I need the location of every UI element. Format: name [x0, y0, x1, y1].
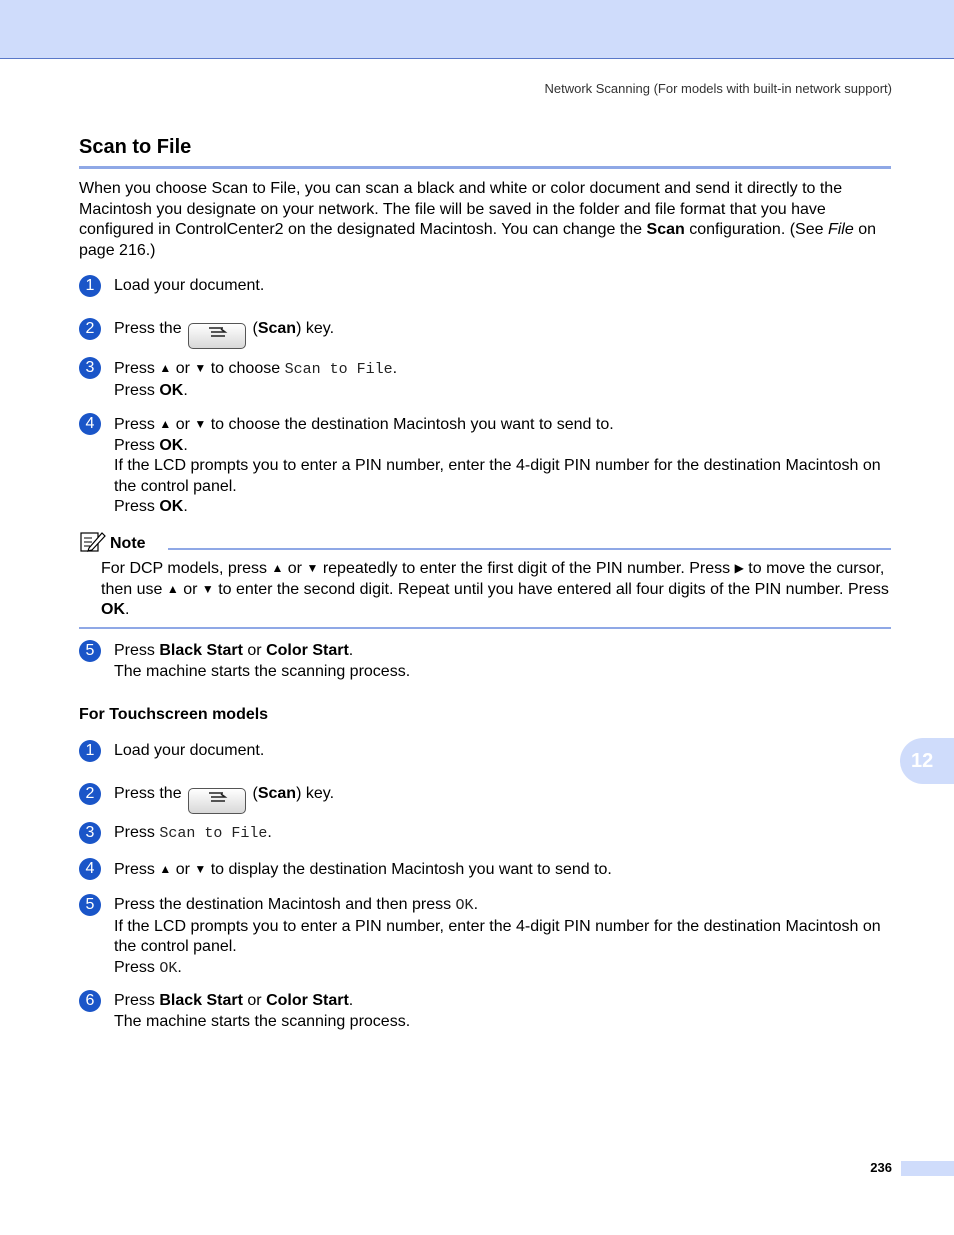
scan-key-icon: [188, 788, 246, 814]
chapter-tab: 12: [900, 738, 954, 784]
step-4: 4 Press ▲ or ▼ to choose the destination Macintosh you want to send to. Press OK. If the LCD prompts you to enter a PIN number, enter the 4-digit PIN number for the destination Macintosh on the control panel. Press OK.: [79, 414, 894, 518]
step-number: 5: [79, 640, 101, 662]
note-rule: [168, 548, 891, 550]
note-pencil-icon: [80, 530, 106, 552]
title-rule: [79, 166, 891, 169]
step-number: 5: [79, 894, 101, 916]
touch-step-6: 6 Press Black Start or Color Start. The machine starts the scanning process.: [79, 991, 894, 1032]
header-band: [0, 0, 954, 59]
down-arrow-icon: ▼: [194, 417, 207, 431]
step-number: 4: [79, 413, 101, 435]
step-number: 2: [79, 783, 101, 805]
up-arrow-icon: ▲: [159, 361, 172, 375]
touch-step-5: 5 Press the destination Macintosh and then press OK. If the LCD prompts you to enter a PIN number, enter the 4-digit PIN number for the destination Macintosh on the control panel. Press OK.: [79, 895, 894, 979]
touchscreen-heading: For Touchscreen models: [79, 706, 269, 723]
page-number: 236: [870, 1160, 892, 1175]
page-number-bar: [901, 1161, 954, 1176]
right-arrow-icon: ▶: [734, 561, 744, 575]
step-number: 4: [79, 858, 101, 880]
step-number: 3: [79, 357, 101, 379]
touch-step-3: 3 Press Scan to File.: [79, 823, 894, 845]
touch-step-4: 4 Press ▲ or ▼ to display the destination Macintosh you want to send to.: [79, 859, 894, 881]
step-number: 3: [79, 822, 101, 844]
step-2: 2 Press the (Scan) key.: [79, 319, 894, 349]
up-arrow-icon: ▲: [271, 561, 284, 575]
step-number: 1: [79, 740, 101, 762]
intro-paragraph: When you choose Scan to File, you can scan a black and white or color document and send it directly to the Macintosh you designate on your network. The file will be saved in the folder and file format that you have configured in ControlCenter2 on the designated Macintosh. You can change the Scan configuration. (See File on page 216.): [79, 180, 876, 259]
down-arrow-icon: ▼: [194, 862, 207, 876]
down-arrow-icon: ▼: [201, 582, 214, 596]
step-number: 1: [79, 275, 101, 297]
running-header: Network Scanning (For models with built-in network support): [544, 81, 892, 96]
note-label: Note: [110, 535, 146, 552]
up-arrow-icon: ▲: [159, 417, 172, 431]
touch-step-2: 2 Press the (Scan) key.: [79, 784, 894, 814]
down-arrow-icon: ▼: [306, 561, 319, 575]
page-title: Scan to File: [79, 136, 192, 158]
scan-key-icon: [188, 323, 246, 349]
step-1: 1 Load your document.: [79, 276, 894, 297]
touch-step-1: 1 Load your document.: [79, 741, 894, 762]
step-3: 3 Press ▲ or ▼ to choose Scan to File. Press OK.: [79, 358, 894, 401]
down-arrow-icon: ▼: [194, 361, 207, 375]
step-5: 5 Press Black Start or Color Start. The machine starts the scanning process.: [79, 641, 894, 682]
up-arrow-icon: ▲: [159, 862, 172, 876]
step-number: 6: [79, 990, 101, 1012]
up-arrow-icon: ▲: [166, 582, 179, 596]
step-number: 2: [79, 318, 101, 340]
note-text: For DCP models, press ▲ or ▼ repeatedly to enter the first digit of the PIN number. Press ▶ to move the cursor, then use ▲ or ▼ to enter the second digit. Repeat until you have entered all four digits of the PIN number. Press OK.: [101, 560, 889, 618]
note-bottom-rule: [79, 627, 891, 629]
